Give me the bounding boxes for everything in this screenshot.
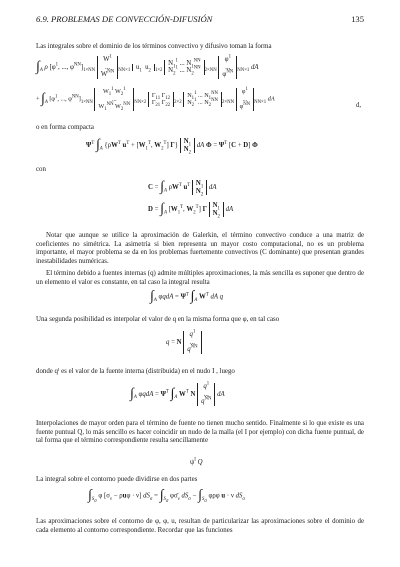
paragraph-boundary: La integral sobre el contorno puede dividirse en dos partes — [36, 476, 198, 483]
equation-point-source: $\psi^I$ Q — [190, 457, 203, 466]
paragraph-point-source: Interpolaciones de mayor orden para el término de fuente no tienen mucho sentido. Finalmente si lo que existe es una fuente puntual Q, lo más sencillo es hacer coincidir un nudo de la malla (el I por ejemplo) con dicha fuente puntual, de tal forma que el término correspondiente resulta sencillamente — [36, 420, 364, 445]
paragraph-con: con — [36, 166, 46, 173]
paragraph-compact: o en forma compacta — [36, 124, 94, 131]
equation-d-matrix: $D = \int_A$ [$W_1^T$, $W_2^T$] Γ $N_1$ $N_2$ dA — [148, 201, 234, 219]
equation-source-interp: $\int_A$ $\varphi qdA = \Psi^T$ $\int_A$ $W^T$ N $q^1$ ... $q^{NN}$ dA — [130, 381, 225, 405]
equation-diffusive: + $\int_A$ [$\varphi^1$, ..., $\varphi^{NN}]_{1\times NN}$ $W_1^1$ $W_2^1$ ... $W_1^{NN}$ $W_2^{NN}$ $_{NN\times 2}$ $\Gamma_{11}$ $\Gamma_{12}$ $\Gamma_{21}$ $\Gamma_{222\times 2}$ $N_1^1$ ... $N_1^{NN}$ $N_2^1$ ... $N_2^{NN}$ $_{2\times NN}$ $\varphi^1$ ... $\varphi^{NN}$ $_{NN\times 1}$ dA — [36, 86, 275, 113]
equation-source-constant: $\int_A$ $\varphi qdA = \Psi^T$ $\int_A$ $W^T$ dA q — [150, 289, 223, 304]
equation-c-matrix: $C = \int_A$ $\rho W^T$ $u^T$ $N_1$ $N_2$ dA — [148, 179, 217, 197]
equation-boundary: $\int_{S_\sigma}$ φ $[\sigma_\nu - \rho u\varphi \cdot \nu] dS_\sigma = \int_{S_\sigma}$ $\varphi\sigmā_\nu$ $dS_\sigma - \int_{S_\sigma}$ φρφ u · ν $dS_\sigma$ — [88, 488, 245, 504]
paragraph-nodal: donde qᴵ es el valor de la fuente interna (distribuida) en el nudo I , luego — [36, 368, 235, 375]
page-number: 135 — [351, 14, 364, 24]
paragraph-approximations: Las aproximaciones sobre el contorno de φ, φ, u, resultan de particularizar las aproximaciones sobre el dominio de cada elemento al contorno correspondiente. Recordar que las funciones — [36, 518, 364, 534]
equation-compact: $\Psi^T$ $\int_A$ {$\rho W^T$ $u^T + [W_1^T$, $W_2^T$] Γ} $N_1$ $N_2$ dA $\Phi = \Psi^T$ [C + D] Φ — [86, 137, 258, 155]
equation-q-interp: q = N $q^1$ ... $q^{NN}$ — [166, 331, 202, 354]
paragraph-interp: Una segunda posibilidad es interpolar el valor de q en la misma forma que φ, en tal caso — [36, 316, 280, 323]
section-title: 6.9. PROBLEMAS DE CONVECCIÓN-DIFUSIÓN — [36, 14, 213, 24]
paragraph-source: El término debido a fuentes internas (q) admite múltiples aproximaciones, la más sencilla es suponer que dentro de un elemento el valor es constante, en tal caso la integral resulta — [36, 270, 364, 286]
equation-number: d, — [356, 102, 362, 109]
paragraph-galerkin-note: Notar que aunque se utilice la aproximación de Galerkin, el término convectivo conduce a una matriz de coeficientes no simétrica. La asimetría si bien representa un mayor costo computacional, no es un problema importante, el mayor problema se da en los problemas fuertemente convectivos (C dominante) que presentan grandes inestabilidades numéricas. — [36, 232, 364, 265]
equation-convective: $\int_A$ ρ [$\varphi^1$, ..., $\varphi^{NN}]_{1\times NN}$ $W^1$ ... $W^{NN}$ $_{NN\times 1}$ $u_1$ $u_2$ $_{1\times 2}$ $N_1^1$ ... $N_1^{NN}$ $N_2^1$ ... $N_2^{NN}$ $_{2\times NN}$ $\varphi^1$ ... $\varphi^{NN}$ $_{NN\times 1}$ dA — [36, 54, 259, 78]
page-header — [36, 14, 364, 28]
paragraph-intro: Las integrales sobre el dominio de los términos convectivo y difusivo toman la forma — [36, 43, 272, 50]
